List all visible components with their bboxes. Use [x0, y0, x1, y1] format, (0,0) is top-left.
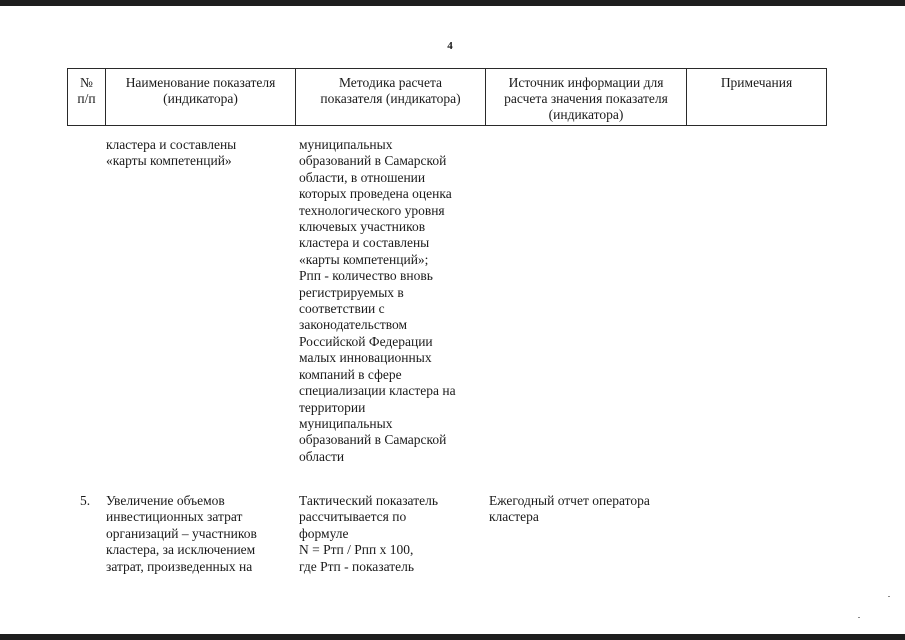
row5-methodology: Тактический показатель рассчитывается по формуле N = Ртп / Рпп x 100, где Ртп - показатель [299, 493, 438, 574]
table-header [67, 68, 827, 126]
header-notes-text: Примечания [720, 75, 793, 90]
page-number: 4 [447, 40, 453, 52]
scan-speck [858, 617, 860, 618]
bottom-border [0, 634, 905, 640]
header-notes [687, 69, 827, 126]
header-info-source-text: Источник информации для расчета значения показателя (индикатора) [504, 75, 668, 122]
header-methodology-text: Методика расчета показателя (индикатора) [320, 75, 461, 106]
continued-methodology: муниципальных образований в Самарской области, в отношении которых проведена оценка технологического уровня ключевых участников кластера и составлены «карты компетенций»; Рпп - количество вновь регистрируемых в соответствии с законодательством Российской Федерации малых инновационных компаний в сфере специализации кластера на территории муниципальных образований в Самарской области [299, 137, 456, 464]
continued-indicator-name: кластера и составлены «карты компетенций» [106, 137, 237, 169]
row5-indicator-name: Увеличение объемов инвестиционных затрат организаций – участников кластера, за исключением затрат, произведенных на [106, 493, 257, 574]
header-info-source [486, 69, 687, 126]
header-number-text: № п/п [77, 75, 96, 106]
header-indicator-name-text: Наименование показателя (индикатора) [125, 75, 276, 106]
row5-info-source: Ежегодный отчет оператора кластера [489, 493, 650, 525]
top-border [0, 0, 905, 6]
header-methodology [296, 69, 486, 126]
header-number [68, 69, 106, 126]
scan-speck [888, 596, 890, 597]
row5-number: 5. [80, 493, 91, 508]
header-indicator-name [106, 69, 296, 126]
